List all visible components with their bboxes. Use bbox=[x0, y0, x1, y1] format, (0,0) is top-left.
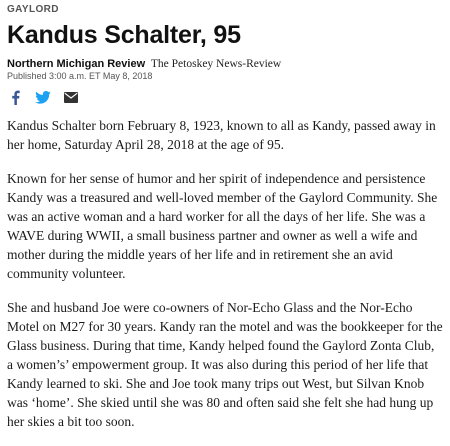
author[interactable]: Northern Michigan Review bbox=[7, 58, 146, 70]
share-bar bbox=[7, 89, 443, 105]
share-facebook-button[interactable] bbox=[7, 89, 23, 105]
body-paragraph: She and husband Joe were co-owners of Nor-Echo Glass and the Nor-Echo Motel on M27 for 30 years. Kandy ran the motel and was the bookkeeper for the Glass business. During that time, Kandy helped found the Gaylord Zonta Club, a women’s’ empowerment group. It was also during this period of her life that Kandy learned to ski. She and Joe took many trips out West, but Silvan Knob was ‘home’. She skied until she was 80 and often said she felt she had hung up her skies a bit too soon. bbox=[7, 300, 443, 429]
body-paragraph: Known for her sense of humor and her spirit of independence and persistence Kandy was a treasured and well-loved member of the Gaylord Community. She was an active woman and a hard worker for all the days of her life. She was a WAVE during WWII, a small business partner and owner as well a wife and mother during the middle years of her life and in retirement she an avid community volunteer. bbox=[7, 171, 438, 281]
body-paragraph: Kandus Schalter born February 8, 1923, known to all as Kandy, passed away in her home, Saturday April 28, 2018 at the age of 95. bbox=[7, 118, 436, 152]
section-label[interactable]: GAYLORD bbox=[7, 4, 59, 15]
source-publication: The Petoskey News-Review bbox=[150, 58, 282, 70]
twitter-icon bbox=[35, 91, 51, 104]
share-email-button[interactable] bbox=[63, 89, 79, 105]
publish-date: Published 3:00 a.m. ET May 8, 2018 bbox=[7, 71, 153, 81]
headline: Kandus Schalter, 95 bbox=[7, 21, 241, 49]
article-body bbox=[7, 116, 443, 431]
facebook-icon bbox=[11, 90, 20, 105]
email-icon bbox=[64, 92, 78, 103]
share-twitter-button[interactable] bbox=[35, 89, 51, 105]
byline bbox=[7, 57, 443, 71]
article bbox=[7, 3, 443, 446]
